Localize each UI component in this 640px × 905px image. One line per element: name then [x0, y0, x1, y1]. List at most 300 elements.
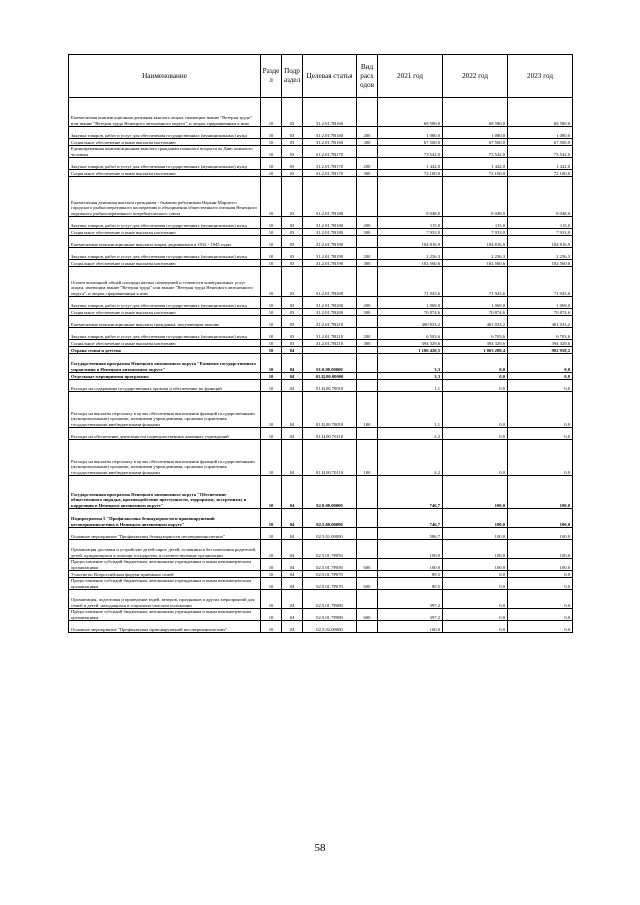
cell-section: 10 — [261, 347, 282, 354]
cell-subsection: 04 — [282, 528, 303, 540]
cell-expense-type — [357, 621, 378, 633]
cell-2021: 1 069,0 — [378, 297, 443, 309]
cell-expense-type: 200 — [357, 127, 378, 139]
cell-section: 10 — [261, 236, 282, 248]
cell-name: Закупка товаров, работ и услуг для обеспечения государственных (муниципальных) нужд — [69, 127, 261, 139]
cell-2022: 1 442,0 — [443, 158, 508, 170]
cell-section: 10 — [261, 509, 282, 528]
cell-2023: 0,0 — [508, 621, 573, 633]
cell-expense-type — [357, 98, 378, 127]
cell-name: Ежемесячная денежная выплата гражданам - бывшим работникам Нарьян-Марского городского рыбкооперативного кооператива и объединения общественного питания Ненецкого окружного рыбкооперативного потребительского союза — [69, 177, 261, 217]
cell-2022: 0,0 — [443, 609, 508, 621]
cell-target-article: 01.Ц.00.70010 — [303, 392, 357, 428]
cell-2023: 100,0 — [508, 540, 573, 559]
cell-2023: 1 080,0 — [508, 127, 573, 139]
cell-expense-type: 300 — [357, 340, 378, 347]
cell-2022: 0,0 — [443, 428, 508, 440]
cell-2021: 68 580,0 — [378, 98, 443, 127]
cell-2021: 586,7 — [378, 528, 443, 540]
header-year-2022: 2022 год — [443, 55, 508, 98]
cell-target-article: 31.2.01.7В180 — [303, 217, 357, 229]
cell-2022: 394 329,6 — [443, 340, 508, 347]
cell-2021: 100,0 — [378, 540, 443, 559]
cell-subsection: 03 — [282, 316, 303, 328]
cell-2022: 1 080,0 — [443, 127, 508, 139]
cell-target-article: 01.Ц.00.70010 — [303, 380, 357, 392]
cell-subsection: 04 — [282, 609, 303, 621]
table-row — [69, 177, 573, 217]
cell-2022: 0,0 — [443, 354, 508, 373]
cell-name: Расходы на обеспечение деятельности подведомственных казенных учреждений — [69, 428, 261, 440]
cell-section: 10 — [261, 316, 282, 328]
table-row — [69, 578, 573, 590]
cell-target-article — [303, 347, 357, 354]
cell-name: Ежемесячные компенсационные выплаты гражданам, получающим пенсию — [69, 316, 261, 328]
table-row — [69, 528, 573, 540]
cell-target-article: 01.Ц.00.70110 — [303, 440, 357, 476]
header-year-2021: 2021 год — [378, 55, 443, 98]
cell-target-article: 31.2.01.7В170 — [303, 158, 357, 170]
cell-2021: 1,1 — [378, 380, 443, 392]
cell-name: Расходы на выплаты персоналу в целях обеспечения выполнения функций государственными (муниципальными) органами, казенными учреждениями, органами управления государственными внебюджетными фондами — [69, 440, 261, 476]
cell-2022: 0,0 — [443, 380, 508, 392]
cell-section: 10 — [261, 540, 282, 559]
cell-subsection: 04 — [282, 559, 303, 571]
cell-expense-type: 300 — [357, 229, 378, 236]
cell-target-article: 31.2.01.7В200 — [303, 297, 357, 309]
cell-subsection: 04 — [282, 509, 303, 528]
cell-name: Социальное обеспечение и иные выплаты населению — [69, 340, 261, 347]
cell-section: 10 — [261, 127, 282, 139]
table-row — [69, 609, 573, 621]
cell-name: Охрана семьи и детства — [69, 347, 261, 354]
cell-subsection: 03 — [282, 177, 303, 217]
cell-section: 10 — [261, 260, 282, 267]
cell-name: Социальное обеспечение и иные выплаты населению — [69, 229, 261, 236]
cell-subsection: 03 — [282, 98, 303, 127]
cell-2023: 7 933,0 — [508, 229, 573, 236]
cell-target-article: 31.2.01.7В200 — [303, 309, 357, 316]
cell-2023: 0,0 — [508, 373, 573, 380]
cell-name: Оплата жилищной общей площади жилых помещений и стоимости коммунальных услуг лицам, имеющим звание "Ветеран труда" или звание "Ветеран труда Ненецкого автономного округа", и лицам, приравненным к ним — [69, 267, 261, 297]
cell-target-article: 02.5.01.7Р080 — [303, 609, 357, 621]
cell-2022: 102 560,6 — [443, 260, 508, 267]
table-row — [69, 146, 573, 158]
cell-2021: 400 833,2 — [378, 316, 443, 328]
table-row — [69, 354, 573, 373]
cell-name: Единовременная компенсационная выплата гражданам пожилого возраста ко Дню пожилого человека — [69, 146, 261, 158]
table-row — [69, 139, 573, 146]
cell-expense-type: 300 — [357, 260, 378, 267]
cell-2021: 72 100,0 — [378, 170, 443, 177]
cell-target-article: 31.2.01.7В180 — [303, 177, 357, 217]
table-row — [69, 316, 573, 328]
cell-expense-type: 100 — [357, 440, 378, 476]
header-section: Разде л — [261, 55, 282, 98]
cell-2023: 70 874,6 — [508, 309, 573, 316]
cell-section: 10 — [261, 578, 282, 590]
table-row — [69, 509, 573, 528]
table-row — [69, 571, 573, 578]
cell-target-article: 02.5.01.00000 — [303, 528, 357, 540]
cell-expense-type — [357, 316, 378, 328]
cell-2023: 0,0 — [508, 354, 573, 373]
cell-name: Расходы на содержание государственных органов и обеспечение их функций — [69, 380, 261, 392]
cell-expense-type: 300 — [357, 139, 378, 146]
cell-target-article: 31.2.01.7В190 — [303, 248, 357, 260]
cell-name: Организация доставки и устройство детей-сирот, детей, оставшихся без попечения родителей, детей, нуждающихся в помощи государства, в соответствующие организации — [69, 540, 261, 559]
cell-2023: 394 329,6 — [508, 340, 573, 347]
cell-name: Ежемесячная компенсационная денежная выплата лицам, имеющим звание "Ветеран труда" или звание "Ветеран труда Ненецкого автономного округа", и лицам, приравненным к ним — [69, 98, 261, 127]
table-row — [69, 260, 573, 267]
cell-section: 10 — [261, 170, 282, 177]
cell-section: 10 — [261, 440, 282, 476]
cell-2023: 72 100,0 — [508, 170, 573, 177]
cell-name: Закупка товаров, работ и услуг для обеспечения государственных (муниципальных) нужд — [69, 328, 261, 340]
cell-subsection: 03 — [282, 236, 303, 248]
cell-2022: 100,0 — [443, 559, 508, 571]
cell-target-article: 01.Ц.00.00000 — [303, 373, 357, 380]
cell-2021: 2,2 — [378, 428, 443, 440]
cell-expense-type: 200 — [357, 328, 378, 340]
table-row — [69, 170, 573, 177]
cell-subsection: 03 — [282, 146, 303, 158]
cell-2023: 71 943,6 — [508, 267, 573, 297]
cell-2022: 104 816,9 — [443, 236, 508, 248]
cell-subsection: 04 — [282, 428, 303, 440]
cell-expense-type: 300 — [357, 170, 378, 177]
table-row — [69, 229, 573, 236]
cell-2022: 100,0 — [443, 528, 508, 540]
cell-subsection: 04 — [282, 347, 303, 354]
cell-subsection: 04 — [282, 476, 303, 509]
cell-subsection: 03 — [282, 340, 303, 347]
table-row — [69, 127, 573, 139]
cell-section: 10 — [261, 267, 282, 297]
cell-2021: 160,0 — [378, 621, 443, 633]
cell-2021: 746,7 — [378, 509, 443, 528]
cell-2021: 746,7 — [378, 476, 443, 509]
table-row — [69, 380, 573, 392]
cell-section: 10 — [261, 392, 282, 428]
cell-section: 10 — [261, 309, 282, 316]
cell-subsection: 04 — [282, 590, 303, 609]
table-row — [69, 297, 573, 309]
cell-expense-type: 600 — [357, 609, 378, 621]
cell-subsection: 04 — [282, 621, 303, 633]
cell-name: Основное мероприятие "Профилактика правонарушений несовершеннолетних" — [69, 621, 261, 633]
cell-section: 10 — [261, 217, 282, 229]
cell-subsection: 04 — [282, 354, 303, 373]
cell-subsection: 03 — [282, 248, 303, 260]
cell-2021: 8 048,0 — [378, 177, 443, 217]
cell-2022: 73 542,0 — [443, 146, 508, 158]
cell-target-article: 31.2.01.7В190 — [303, 260, 357, 267]
cell-2022: 70 874,6 — [443, 309, 508, 316]
cell-subsection: 04 — [282, 392, 303, 428]
cell-expense-type: 600 — [357, 578, 378, 590]
cell-subsection: 03 — [282, 170, 303, 177]
table-row — [69, 540, 573, 559]
cell-2021: 70 874,6 — [378, 309, 443, 316]
cell-name: Предоставление субсидий бюджетным, автономным учреждениям и иным некоммерческим организациям — [69, 559, 261, 571]
cell-name: Социальное обеспечение и иные выплаты населению — [69, 170, 261, 177]
cell-target-article: 31.2.01.7В210 — [303, 328, 357, 340]
cell-section: 10 — [261, 380, 282, 392]
cell-2022: 115,0 — [443, 217, 508, 229]
table-row — [69, 590, 573, 609]
cell-target-article: 02.5.02.00000 — [303, 621, 357, 633]
cell-2022: 100,0 — [443, 509, 508, 528]
cell-subsection: 03 — [282, 127, 303, 139]
cell-2023: 68 580,0 — [508, 98, 573, 127]
cell-2021: 394 329,6 — [378, 340, 443, 347]
cell-name: Участие во Всероссийском форуме приёмных семей — [69, 571, 261, 578]
cell-expense-type — [357, 354, 378, 373]
table-row — [69, 328, 573, 340]
cell-2021: 397,2 — [378, 609, 443, 621]
table-row — [69, 347, 573, 354]
cell-2023: 982 958,2 — [508, 347, 573, 354]
cell-2023: 67 500,0 — [508, 139, 573, 146]
cell-2023: 0,0 — [508, 609, 573, 621]
cell-expense-type — [357, 373, 378, 380]
table-row — [69, 236, 573, 248]
cell-2023: 115,0 — [508, 217, 573, 229]
cell-section: 10 — [261, 98, 282, 127]
cell-target-article: 02.5.00.00000 — [303, 509, 357, 528]
cell-target-article: 02.0.00.00000 — [303, 476, 357, 509]
cell-2023: 0,0 — [508, 571, 573, 578]
page-number: 58 — [314, 842, 326, 854]
table-row — [69, 428, 573, 440]
cell-subsection: 04 — [282, 571, 303, 578]
cell-2023: 100,0 — [508, 509, 573, 528]
cell-section: 10 — [261, 590, 282, 609]
cell-2021: 1 080,0 — [378, 127, 443, 139]
cell-name: Закупка товаров, работ и услуг для обеспечения государственных (муниципальных) нужд — [69, 297, 261, 309]
cell-name: Отдельные мероприятия программы — [69, 373, 261, 380]
cell-2022: 68 580,0 — [443, 98, 508, 127]
table-row — [69, 340, 573, 347]
header-name: Наименование — [69, 55, 261, 98]
cell-expense-type: 200 — [357, 158, 378, 170]
cell-2022: 0,0 — [443, 392, 508, 428]
cell-target-article: 02.5.01.7Р050 — [303, 559, 357, 571]
cell-name: Основное мероприятие "Профилактика безнадзорности несовершеннолетних" — [69, 528, 261, 540]
cell-expense-type: 200 — [357, 297, 378, 309]
cell-2022: 0,0 — [443, 590, 508, 609]
cell-subsection: 04 — [282, 380, 303, 392]
cell-section: 10 — [261, 571, 282, 578]
cell-2023: 0,0 — [508, 392, 573, 428]
cell-expense-type — [357, 236, 378, 248]
cell-expense-type — [357, 590, 378, 609]
cell-2022: 72 100,0 — [443, 170, 508, 177]
cell-target-article: 02.5.01.7Р070 — [303, 571, 357, 578]
cell-name: Организация, подготовка и проведение вздей, вечеров, праздников и других мероприятий для семей и детей, находящихся в социально-опасном положении — [69, 590, 261, 609]
cell-expense-type: 600 — [357, 559, 378, 571]
cell-section: 10 — [261, 158, 282, 170]
header-subsection: Подр аздел — [282, 55, 303, 98]
cell-expense-type: 100 — [357, 392, 378, 428]
cell-subsection: 04 — [282, 540, 303, 559]
cell-expense-type — [357, 540, 378, 559]
cell-2021: 1 442,0 — [378, 158, 443, 170]
cell-subsection: 03 — [282, 328, 303, 340]
cell-2022: 71 943,6 — [443, 267, 508, 297]
cell-2022: 0,0 — [443, 440, 508, 476]
cell-subsection: 04 — [282, 373, 303, 380]
cell-section: 10 — [261, 609, 282, 621]
cell-2022: 6 703,6 — [443, 328, 508, 340]
cell-2023: 100,0 — [508, 559, 573, 571]
cell-section: 10 — [261, 229, 282, 236]
cell-target-article: 31.2.01.7В200 — [303, 267, 357, 297]
cell-2021: 2 256,3 — [378, 248, 443, 260]
cell-expense-type — [357, 428, 378, 440]
header-year-2023: 2023 год — [508, 55, 573, 98]
budget-table — [68, 54, 573, 633]
cell-section: 10 — [261, 340, 282, 347]
cell-expense-type — [357, 347, 378, 354]
cell-subsection: 03 — [282, 260, 303, 267]
cell-name: Подпрограмма 5 "Профилактика безнадзорности и правонарушений несовершеннолетних в Ненецком автономном округе" — [69, 509, 261, 528]
table-row — [69, 373, 573, 380]
cell-expense-type — [357, 177, 378, 217]
table-header-row — [69, 55, 573, 98]
cell-2023: 1 069,0 — [508, 297, 573, 309]
cell-target-article: 31.2.01.7В210 — [303, 340, 357, 347]
cell-2023: 100,0 — [508, 528, 573, 540]
cell-name: Предоставление субсидий бюджетным, автономным учреждениям и иным некоммерческим организациям — [69, 609, 261, 621]
cell-2021: 397,2 — [378, 590, 443, 609]
cell-name: Государственная программа Ненецкого автономного округа "Обеспечение общественного порядка, противодействие преступности, терроризму, экстремизму и коррупции в Ненецком автономном округе" — [69, 476, 261, 509]
cell-2021: 1 106 420,5 — [378, 347, 443, 354]
cell-expense-type: 300 — [357, 309, 378, 316]
cell-2023: 2 256,3 — [508, 248, 573, 260]
cell-2023: 1 442,0 — [508, 158, 573, 170]
cell-name: Социальное обеспечение и иные выплаты населению — [69, 260, 261, 267]
cell-section: 10 — [261, 177, 282, 217]
cell-2023: 73 542,0 — [508, 146, 573, 158]
cell-2022: 0,0 — [443, 621, 508, 633]
table-row — [69, 267, 573, 297]
cell-name: Государственная программа Ненецкого автономного округа "Развитие государственного управления в Ненецком автономном округе" — [69, 354, 261, 373]
cell-section: 10 — [261, 373, 282, 380]
cell-2021: 2,2 — [378, 440, 443, 476]
cell-target-article: 31.2.01.7В160 — [303, 127, 357, 139]
cell-name: Закупка товаров, работ и услуг для обеспечения государственных (муниципальных) нужд — [69, 217, 261, 229]
cell-subsection: 03 — [282, 217, 303, 229]
cell-target-article: 02.5.01.7Р080 — [303, 590, 357, 609]
cell-target-article: 31.2.01.7В210 — [303, 316, 357, 328]
cell-section: 10 — [261, 139, 282, 146]
cell-target-article: 31.2.01.7В160 — [303, 98, 357, 127]
cell-2023: 0,0 — [508, 590, 573, 609]
cell-target-article: 01.0.00.00000 — [303, 354, 357, 373]
cell-section: 10 — [261, 297, 282, 309]
cell-name: Закупка товаров, работ и услуг для обеспечения государственных (муниципальных) нужд — [69, 158, 261, 170]
cell-subsection: 03 — [282, 267, 303, 297]
cell-subsection: 04 — [282, 578, 303, 590]
cell-2023: 401 033,2 — [508, 316, 573, 328]
cell-2023: 8 048,0 — [508, 177, 573, 217]
cell-expense-type — [357, 476, 378, 509]
table-row — [69, 248, 573, 260]
table-row — [69, 98, 573, 127]
cell-subsection: 03 — [282, 297, 303, 309]
cell-target-article: 01.Ц.00.70110 — [303, 428, 357, 440]
cell-2022: 8 048,0 — [443, 177, 508, 217]
cell-expense-type: 200 — [357, 217, 378, 229]
cell-2021: 73 542,0 — [378, 146, 443, 158]
cell-target-article: 02.5.01.7Р070 — [303, 578, 357, 590]
cell-2023: 0,0 — [508, 578, 573, 590]
cell-2023: 6 703,6 — [508, 328, 573, 340]
cell-2021: 67 500,0 — [378, 139, 443, 146]
cell-name: Расходы на выплаты персоналу в целях обеспечения выполнения функций государственными (муниципальными) органами, казенными учреждениями, органами управления государственными внебюджетными фондами — [69, 392, 261, 428]
cell-2022: 2 256,3 — [443, 248, 508, 260]
table-row — [69, 309, 573, 316]
cell-subsection: 03 — [282, 158, 303, 170]
cell-2021: 115,0 — [378, 217, 443, 229]
cell-target-article: 31.2.01.7В170 — [303, 170, 357, 177]
cell-2023: 104 816,9 — [508, 236, 573, 248]
cell-2021: 6 503,6 — [378, 328, 443, 340]
cell-2022: 401 033,2 — [443, 316, 508, 328]
cell-2021: 3,3 — [378, 354, 443, 373]
cell-section: 10 — [261, 328, 282, 340]
cell-section: 10 — [261, 476, 282, 509]
cell-2023: 0,0 — [508, 440, 573, 476]
cell-subsection: 03 — [282, 229, 303, 236]
cell-name: Социальное обеспечение и иные выплаты населению — [69, 309, 261, 316]
cell-2022: 0,0 — [443, 578, 508, 590]
cell-2021: 3,3 — [378, 373, 443, 380]
cell-section: 10 — [261, 354, 282, 373]
table-row — [69, 621, 573, 633]
table-row — [69, 158, 573, 170]
cell-subsection: 04 — [282, 440, 303, 476]
cell-name: Ежемесячные компенсационные выплаты лицам, родившимся в 1932 - 1945 годах — [69, 236, 261, 248]
table-body — [69, 98, 573, 633]
table-row — [69, 440, 573, 476]
cell-target-article: 31.2.01.7В160 — [303, 139, 357, 146]
cell-subsection: 03 — [282, 309, 303, 316]
cell-2021: 71 943,6 — [378, 267, 443, 297]
cell-2022: 67 500,0 — [443, 139, 508, 146]
header-expense-type: Вид расх одов — [357, 55, 378, 98]
budget-table-page — [68, 54, 572, 633]
cell-section: 10 — [261, 559, 282, 571]
table-row — [69, 392, 573, 428]
cell-expense-type — [357, 267, 378, 297]
cell-2022: 1 063 288,4 — [443, 347, 508, 354]
cell-2021: 100,0 — [378, 559, 443, 571]
cell-2023: 0,0 — [508, 380, 573, 392]
cell-2021: 104 816,9 — [378, 236, 443, 248]
cell-target-article: 31.2.01.7В180 — [303, 229, 357, 236]
table-row — [69, 476, 573, 509]
cell-2022: 100,0 — [443, 476, 508, 509]
cell-target-article: 02.5.01.7Р050 — [303, 540, 357, 559]
cell-2023: 0,0 — [508, 428, 573, 440]
cell-name: Предоставление субсидий бюджетным, автономным учреждениям и иным некоммерческим организациям — [69, 578, 261, 590]
cell-section: 10 — [261, 248, 282, 260]
cell-expense-type — [357, 509, 378, 528]
cell-section: 10 — [261, 528, 282, 540]
